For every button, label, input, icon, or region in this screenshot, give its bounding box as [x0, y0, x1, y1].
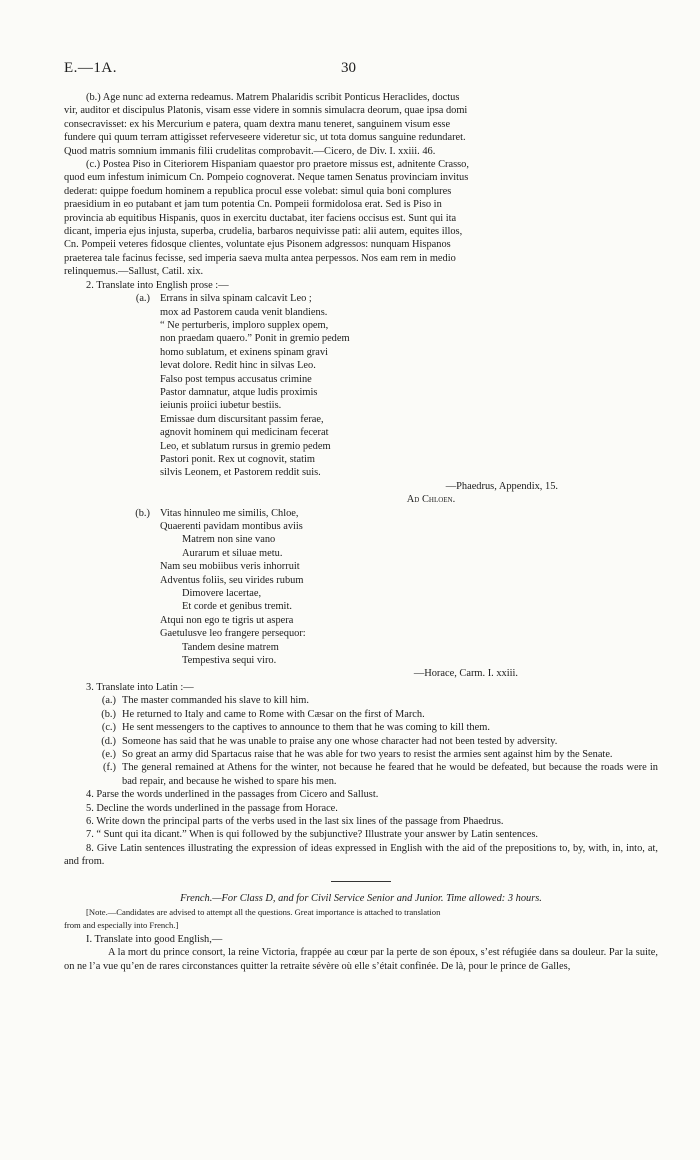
questions-4-8 [64, 788, 658, 868]
page-number: 30 [341, 60, 356, 76]
poem-line: Et corde et genibus tremit. [182, 601, 292, 613]
item-label: (f.) [103, 762, 116, 774]
passage-text: Age nunc ad externa redeamus. Matrem Phalaridis scribit Ponticus Heraclides, doctus [102, 92, 460, 103]
poem-line: “ Ne perturberis, imploro supplex opem, [160, 319, 329, 331]
horace-ode [64, 507, 658, 668]
poem-line: ieiunis proiici iubetur bestiis. [160, 400, 282, 412]
poem-line: mox ad Pastorem cauda venit blandiens. [160, 306, 328, 318]
passage-line: praeterea tale facinus fecisse, sed imperia saeva multa antea perpessos. Nos eam rem in medio [64, 252, 456, 264]
item-label: (a.) [135, 293, 150, 305]
passage-line: praesidium in eo putabant et jam tum potentia Cn. Pompeii formidolosa erat. Sed is Piso in [64, 199, 442, 211]
poem-line: silvis Leonem, et Pastorem reddit suis. [160, 467, 321, 479]
item-label: (b.) [101, 708, 116, 720]
french-section-heading: French.—For Class D, and for Civil Service Senior and Junior. Time allowed: 3 hours. [180, 892, 542, 904]
poem-line: Falso post tempus accusatus crimine [160, 373, 312, 385]
poem-line: Quaerenti pavidam montibus aviis [160, 521, 303, 532]
passage-line: vir, auditor et discipulus Platonis, visam esse videre in somnis simulacra deorum, quae ipsa domi [64, 105, 468, 117]
item-label: (d.) [101, 735, 116, 747]
french-note-continued: from and especially into French.] [64, 919, 179, 930]
cicero-passage [64, 91, 658, 158]
poem-line: Tandem desine matrem [182, 641, 279, 653]
french-question-1: I. Translate into good English,— [86, 933, 223, 945]
poem-line: Vitas hinnuleo me similis, Chloe, [160, 507, 299, 519]
question-8: 8. Give Latin sentences illustrating the expression of ideas expressed in English with the aid of the prepositions to, by, with, in, into, at, and from. [64, 842, 658, 868]
passage-line: relinquemus.—Sallust, Catil. xix. [64, 266, 204, 278]
french-note: [Note.—Candidates are advised to attempt all the questions. Great importance is attached to translation [86, 906, 441, 917]
passage-line [64, 91, 658, 104]
passage-line: consecravisset: ex his Mercurium e patera, quam dextra manu teneret, sanguinem visum esse [64, 118, 451, 130]
translation-item [64, 735, 658, 748]
item-text: The master commanded his slave to kill him. [122, 695, 309, 707]
poem-line: Pastor damnatur, atque ludis proximis [160, 386, 318, 398]
passage-line [64, 158, 658, 171]
question-5: 5. Decline the words underlined in the passage from Horace. [86, 802, 338, 814]
question-2-heading: 2. Translate into English prose :— [86, 279, 229, 291]
sallust-passage [64, 158, 658, 279]
passage-line: quod eum infestum inimicum Cn. Pompeio cognoverat. Neque tamen Senatus provinciam invitus [64, 172, 469, 184]
poem-line: Gaetulusve leo frangere persequor: [160, 628, 306, 640]
question-3-heading: 3. Translate into Latin :— [86, 681, 194, 693]
poem-line: levat dolore. Redit hinc in silvas Leo. [160, 360, 316, 372]
passage-line: fundere qui quum terram attigisset referveseere videretur sic, ut tota domus sanguine redundaret. [64, 132, 466, 144]
item-label: (c.) [101, 722, 116, 734]
item-label: (b.) [86, 92, 101, 103]
document-code: E.—1A. [64, 60, 117, 76]
poem-line: Dimovere lacertae, [182, 588, 262, 600]
poem-line: Tempestiva sequi viro. [182, 655, 277, 667]
passage-line: provincia ab equitibus Hispanis, quos in exercitu ductabat, iter faciens occisus est. Sunt qui ita [64, 212, 457, 224]
horace-source: —Horace, Carm. I. xxiii. [413, 668, 518, 680]
translation-item [64, 708, 658, 721]
item-text: He returned to Italy and came to Rome with Cæsar on the first of March. [122, 708, 425, 720]
poem-line: non praedam quaero.” Ponit in gremio pedem [160, 333, 350, 345]
question-6: 6. Write down the principal parts of the verbs used in the last six lines of the passage from Phaedrus. [86, 815, 504, 827]
poem-lines [160, 292, 658, 480]
phaedrus-source: —Phaedrus, Appendix, 15. [445, 480, 558, 492]
page-content [64, 91, 658, 973]
translation-item [64, 721, 658, 734]
poem-line: Pastori ponit. Rex ut cognovit, statim [160, 453, 315, 465]
translation-item [64, 761, 658, 788]
poem-line: Errans in silva spinam calcavit Leo ; [160, 293, 312, 305]
item-label: (c.) [86, 159, 101, 171]
poem-line: homo sublatum, et exinens spinam gravi [160, 346, 328, 358]
translation-item [64, 748, 658, 761]
translation-item [64, 694, 658, 707]
question-3-items [64, 694, 658, 788]
poem-lines [160, 507, 658, 668]
poem-line: Atqui non ego te tigris ut aspera [160, 614, 294, 626]
poem-line: Matrem non sine vano [182, 534, 276, 546]
item-text: Someone has said that he was unable to praise any one whose character had not been tested by adversity. [122, 735, 558, 747]
poem-line: Emissae dum discursitant passim ferae, [160, 413, 324, 425]
french-passage: A la mort du prince consort, la reine Victoria, frappée au cœur par la perte de son époux, s’est réfugiée dans sa douleur. Par la suite, on ne l’a vue qu’en de rares circonstances quitter la retraite sévère où elle s’était confinée. De là, pour le prince de Galles, [64, 947, 658, 972]
poem-line: Adventus foliis, seu virides rubum [160, 574, 304, 586]
item-label: (e.) [101, 748, 116, 760]
passage-line: dederat: quippe foedum hominem a republica procul esse volebat: simul quia boni complures [64, 185, 452, 197]
passage-text: Postea Piso in Citeriorem Hispaniam quaestor pro praetore missus est, adnitente Crasso, [102, 159, 469, 171]
phaedrus-poem [64, 292, 658, 480]
item-text: The general remained at Athens for the winter, not because he feared that he would be defeated, but because the roads were in bad repair, and because he wished to spare his men. [122, 762, 658, 787]
question-4: 4. Parse the words underlined in the passages from Cicero and Sallust. [86, 789, 379, 801]
poem-line: Nam seu mobiibus veris inhorruit [160, 561, 300, 573]
section-divider [331, 881, 391, 882]
poem-line: Leo, et sublatum rursus in gremio pedem [160, 440, 331, 452]
item-text: So great an army did Spartacus raise that he was able for two years to resist the armies sent against him by the Senate. [122, 748, 613, 760]
passage-line: dicant, imperia ejus injusta, superba, crudelia, barbaros nequivisse pati: alii autem, equites illos, [64, 226, 463, 238]
poem-line: Aurarum et siluae metu. [182, 547, 283, 559]
item-label: (b.) [135, 507, 150, 519]
item-label: (a.) [101, 695, 116, 707]
item-text: He sent messengers to the captives to announce to them that he was coming to kill them. [122, 722, 490, 734]
question-7: 7. “ Sunt qui ita dicant.” When is qui followed by the subjunctive? Illustrate your answer by Latin sentences. [86, 829, 538, 841]
passage-line: Cn. Pompeii veteres fidosque clientes, voluntate ejus Pisonem adgressos: nunquam Hispanos [64, 239, 451, 251]
poem-line: agnovit hominem qui medicinam fecerat [160, 427, 329, 439]
passage-line: Quod matris somnium immanis filii crudelitas comprobavit.—Cicero, de Div. I. xxiii. 46. [64, 145, 436, 157]
ode-title: Ad Chloen. [406, 494, 456, 506]
